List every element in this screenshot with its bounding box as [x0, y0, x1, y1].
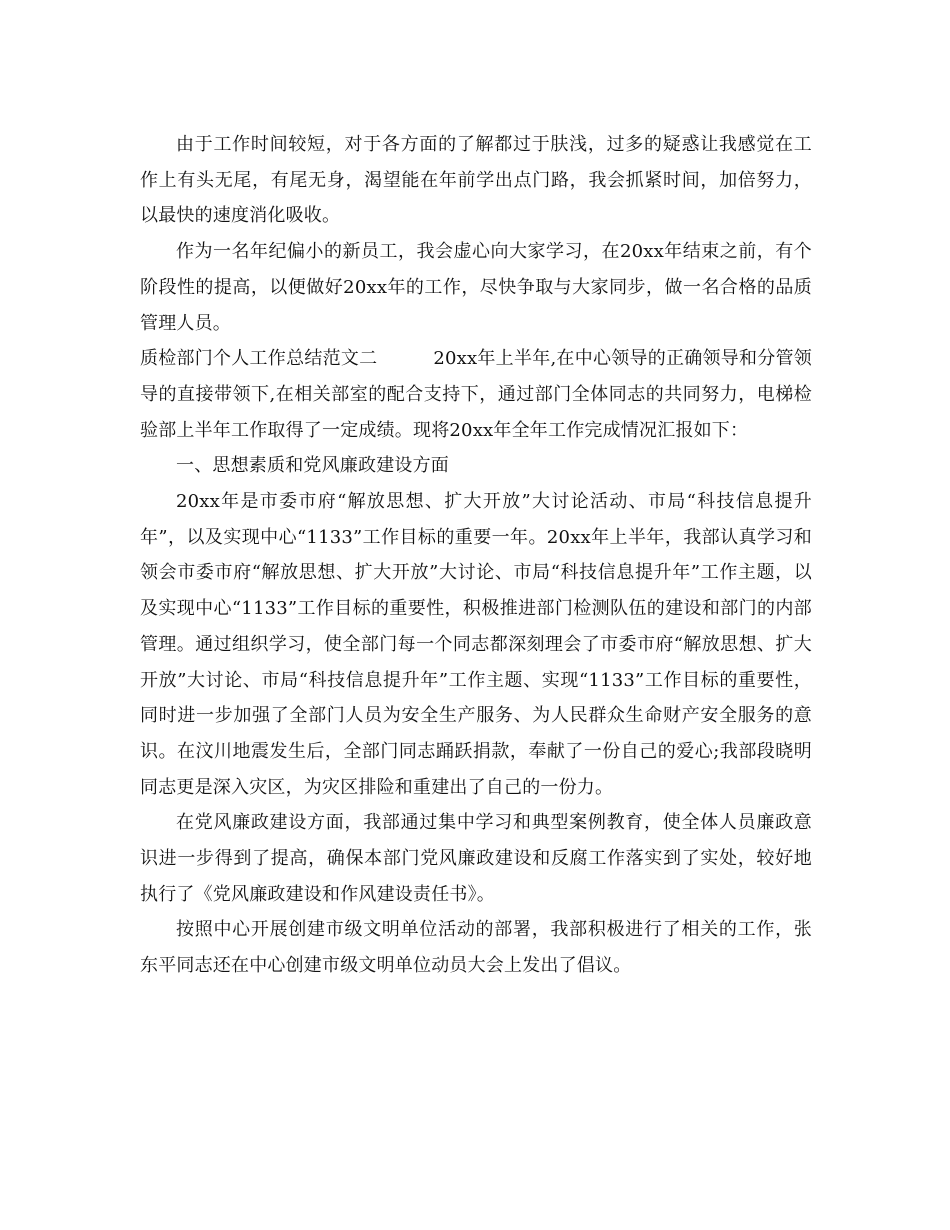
- document-body: [140, 127, 812, 984]
- paragraph-body-2: 在党风廉政建设方面，我部通过集中学习和典型案例教育，使全体人员廉政意识进一步得到了提高，确保本部门党风廉政建设和反腐工作落实到了实处，较好地执行了《党风廉政建设和作风建设责任书》。: [140, 812, 812, 905]
- heading-one: 一、思想素质和党风廉政建设方面: [176, 455, 449, 477]
- paragraph-body-1: 20xx年是市委市府“解放思想、扩大开放”大讨论活动、市局“科技信息提升年”，以及实现中心“1133”工作目标的重要一年。20xx年上半年，我部认真学习和领会市委市府“解放思想、扩大开放”大讨论、市局“科技信息提升年”工作主题，以及实现中心“1133”工作目标的重要性，积极推进部门检测队伍的建设和部门的内部管理。通过组织学习，使全部门每一个同志都深刻理会了市委市府“解放思想、扩大开放”大讨论、市局“科技信息提升年”工作主题、实现“1133”工作目标的重要性，同时进一步加强了全部门人员为安全生产服务、为人民群众生命财产安全服务的意识。在汶川地震发生后，全部门同志踊跃捐款，奉献了一份自己的爱心;我部段晓明同志更是深入灾区，为灾区排险和重建出了自己的一份力。: [140, 491, 812, 798]
- paragraph-intro: 由于工作时间较短，对于各方面的了解都过于肤浅，过多的疑惑让我感觉在工作上有头无尾，有尾无身，渴望能在年前学出点门路，我会抓紧时间，加倍努力，以最快的速度消化吸收。: [140, 134, 812, 227]
- section-intro-text: 20xx年上半年,在中心领导的正确领导和分管领导的直接带领下,在相关部室的配合支持下，通过部门全体同志的共同努力，电梯检验部上半年工作取得了一定成绩。现将20xx年全年工作完成情况汇报如下：: [140, 348, 812, 441]
- section-title: 质检部门个人工作总结范文二: [140, 348, 378, 370]
- paragraph-body-3: 按照中心开展创建市级文明单位活动的部署，我部积极进行了相关的工作，张东平同志还在中心创建市级文明单位动员大会上发出了倡议。: [140, 919, 812, 977]
- section-intro-paragraph: [140, 341, 812, 448]
- paragraph-new-employee: 作为一名年纪偏小的新员工，我会虚心向大家学习，在20xx年结束之前，有个阶段性的提高，以便做好20xx年的工作，尽快争取与大家同步，做一名合格的品质管理人员。: [140, 241, 812, 334]
